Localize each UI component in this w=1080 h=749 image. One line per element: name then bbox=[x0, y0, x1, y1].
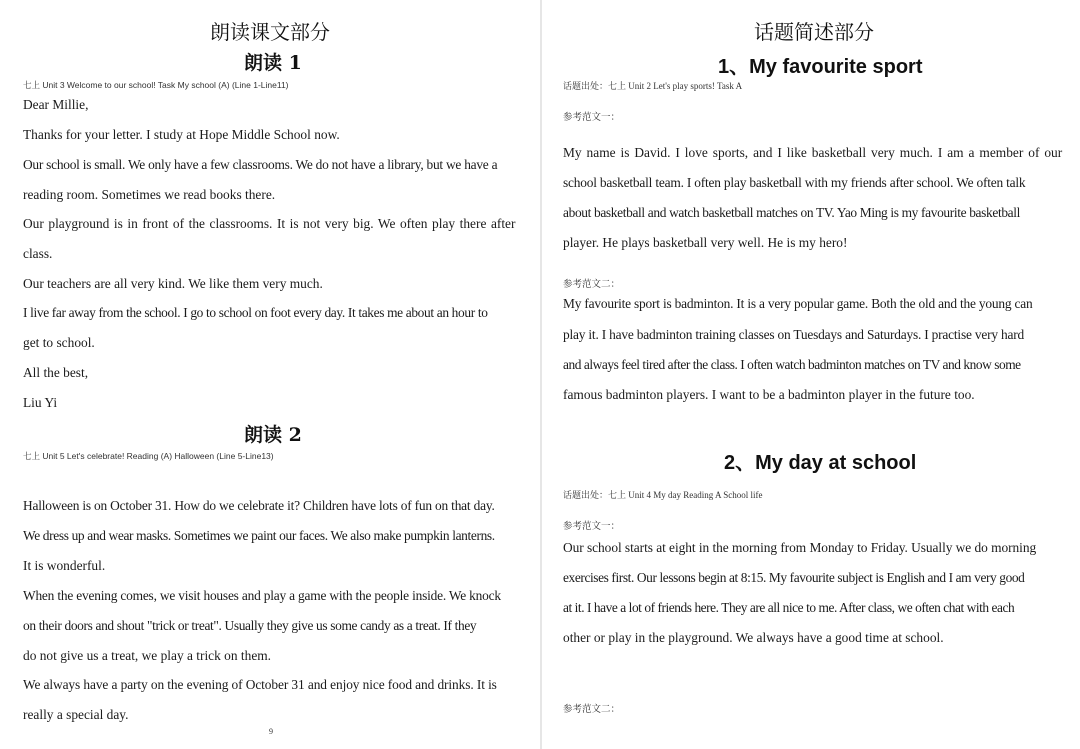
right-page bbox=[542, 0, 1080, 749]
reading-1-line: Dear Millie, bbox=[23, 97, 89, 112]
topic-1-title: 1、My favourite sport bbox=[718, 56, 923, 78]
left-section-title: 朗读课文部分 bbox=[210, 20, 330, 44]
topic-1-sample-2-line: play it. I have badminton training classes on Tuesdays and Saturdays. I practise very hard bbox=[563, 327, 1024, 342]
reading-1-line: Liu Yi bbox=[23, 395, 58, 410]
reading-1-line: class. bbox=[23, 246, 53, 261]
reading-1-title: 朗读 1 bbox=[244, 52, 302, 74]
topic-1-sample-1-line: school basketball team. I often play basketball with my friends after school. We often talk bbox=[563, 175, 1026, 190]
reading-2-line: When the evening comes, we visit houses and play a game with the people inside. We knock bbox=[23, 588, 501, 603]
reading-1-line: reading room. Sometimes we read books there. bbox=[23, 187, 276, 202]
topic-1-sample-1-label: 参考范文一： bbox=[563, 113, 621, 123]
topic-2-sample-1-label: 参考范文一： bbox=[563, 522, 621, 532]
topic-1-sample-2-line: My favourite sport is badminton. It is a very popular game. Both the old and the young can bbox=[563, 296, 1033, 311]
page-number: 9 bbox=[269, 727, 273, 736]
reading-2-line: It is wonderful. bbox=[23, 558, 106, 573]
topic-2-title: 2、My day at school bbox=[724, 452, 917, 474]
reading-1-line: All the best, bbox=[23, 365, 89, 380]
topic-1-sample-2-line: and always feel tired after the class. I often watch badminton matches on TV and know some bbox=[563, 357, 1021, 372]
reading-2-line: We dress up and wear masks. Sometimes we paint our faces. We also make pumpkin lanterns. bbox=[23, 528, 495, 543]
reading-1-line: I live far away from the school. I go to school on foot every day. It takes me about an hour to bbox=[23, 305, 488, 320]
topic-2-sample-2-label: 参考范文二： bbox=[563, 705, 621, 715]
topic-2-sample-1-line: at it. I have a lot of friends here. They are all nice to me. After class, we often chat with each bbox=[563, 600, 1015, 615]
reading-2-line: do not give us a treat, we play a trick on them. bbox=[23, 648, 272, 663]
reading-1-line: Our teachers are all very kind. We like them very much. bbox=[23, 276, 323, 291]
reading-2-title: 朗读 2 bbox=[244, 424, 302, 446]
topic-2-source: 话题出处：七上 Unit 4 My day Reading A School life bbox=[563, 490, 763, 500]
reading-1-line: Thanks for your letter. I study at Hope Middle School now. bbox=[23, 127, 340, 142]
reading-1-line: get to school. bbox=[23, 335, 95, 350]
reading-2-line: really a special day. bbox=[23, 707, 129, 722]
reading-1-line: Our school is small. We only have a few classrooms. We do not have a library, but we have a bbox=[23, 157, 498, 172]
topic-2-sample-1-line: Our school starts at eight in the morning from Monday to Friday. Usually we do morning bbox=[563, 540, 1037, 555]
reading-2-line: Halloween is on October 31. How do we celebrate it? Children have lots of fun on that day. bbox=[23, 498, 495, 513]
topic-1-sample-2-line: famous badminton players. I want to be a badminton player in the future too. bbox=[563, 387, 975, 402]
reading-2-source: 七上 Unit 5 Let's celebrate! Reading (A) Halloween (Line 5-Line13) bbox=[23, 451, 274, 461]
reading-2-line: We always have a party on the evening of October 31 and enjoy nice food and drinks. It is bbox=[23, 677, 497, 692]
reading-1-source: 七上 Unit 3 Welcome to our school! Task My school (A) (Line 1-Line11) bbox=[23, 80, 289, 90]
topic-1-sample-1-line: about basketball and watch basketball matches on TV. Yao Ming is my favourite basketball bbox=[563, 205, 1020, 220]
topic-1-sample-1-line: My name is David. I love sports, and I like basketball very much. I am a member of our bbox=[563, 145, 1063, 160]
topic-2-sample-1-line: other or play in the playground. We always have a good time at school. bbox=[563, 630, 944, 645]
reading-1-line: Our playground is in front of the classrooms. It is not very big. We often play there after bbox=[23, 216, 516, 231]
topic-1-sample-1-line: player. He plays basketball very well. He is my hero! bbox=[563, 235, 848, 250]
topic-1-source: 话题出处：七上 Unit 2 Let's play sports! Task A bbox=[563, 81, 743, 91]
right-section-title: 话题简述部分 bbox=[754, 20, 874, 44]
reading-2-line: on their doors and shout "trick or treat". Usually they give us some candy as a treat. If they bbox=[23, 618, 477, 633]
topic-1-sample-2-label: 参考范文二： bbox=[563, 280, 621, 290]
topic-2-sample-1-line: exercises first. Our lessons begin at 8:15. My favourite subject is English and I am very good bbox=[563, 570, 1025, 585]
